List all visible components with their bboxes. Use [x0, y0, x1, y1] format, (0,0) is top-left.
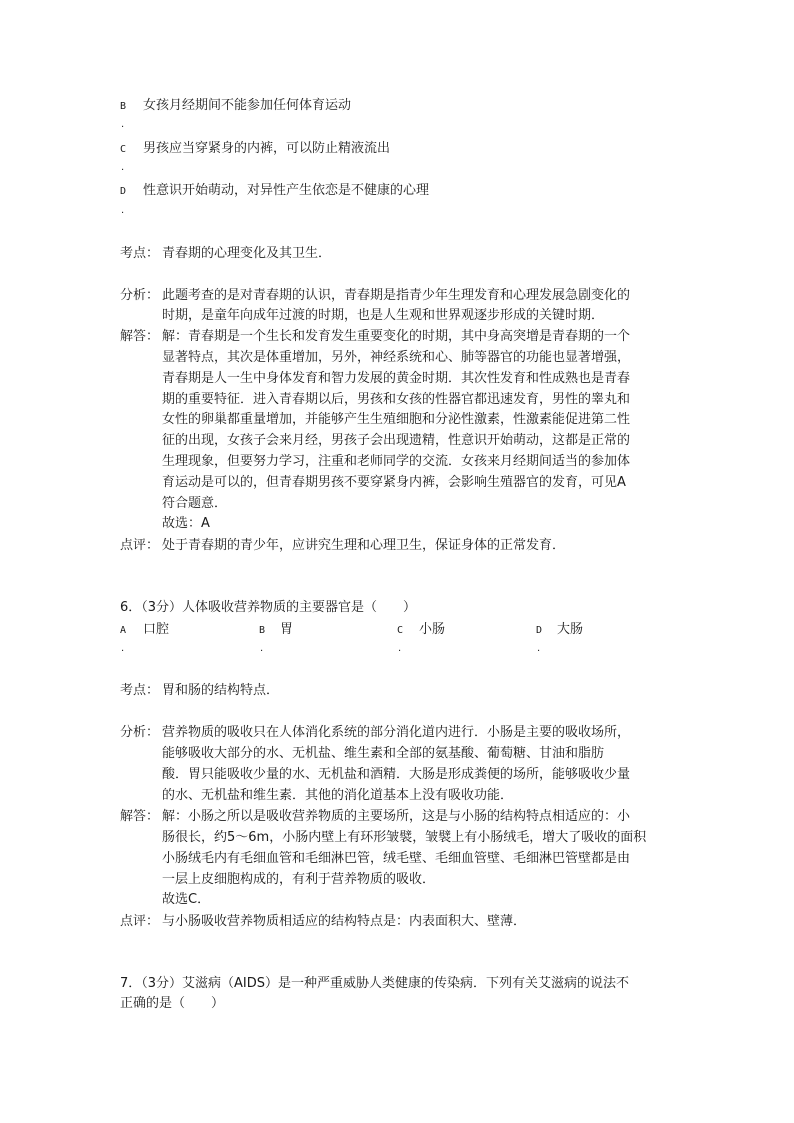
jieda-answer: 故选C． [162, 892, 211, 907]
jieda-line: 肠很长，约5～6m，小肠内壁上有环形皱襞，皱襞上有小肠绒毛，增大了吸收的面积 [162, 830, 647, 845]
jieda-line: 女性的卵巢都重量增加，并能够产生生殖细胞和分泌性激素，性激素能促进第二性 [162, 412, 631, 427]
option-letter: C [397, 625, 404, 636]
kaodian-text: 胃和肠的结构特点． [162, 683, 280, 698]
jieda-label: 解答： [120, 809, 160, 824]
jieda-line: 育运动是可以的，但青春期男孩不要穿紧身内裤，会影响生殖器官的发育，可见A [162, 475, 626, 490]
option-dot: . [121, 119, 125, 130]
option-letter: A [120, 625, 127, 636]
fenxi-label: 分析： [120, 288, 160, 303]
kaodian-label: 考点： [120, 246, 160, 261]
jieda-line: 解：青春期是一个生长和发育发生重要变化的时期，其中身高突增是青春期的一个 [162, 329, 631, 344]
jieda-line: 生理现象，但要努力学习，注重和老师同学的交流．女孩来月经期间适当的参加体 [162, 454, 631, 469]
option-letter: D [120, 186, 127, 197]
option-dot: . [398, 643, 402, 654]
jieda-line: 显著特点，其次是体重增加，另外，神经系统和心、肺等器官的功能也显著增强， [162, 350, 631, 365]
dianping-text: 处于青春期的青少年，应讲究生理和心理卫生，保证身体的正常发育． [162, 538, 566, 553]
option-text: 口腔 [143, 622, 170, 637]
option-text: 性意识开始萌动，对异性产生依恋是不健康的心理 [143, 183, 430, 198]
option-letter: C [120, 144, 127, 155]
q7-stem-line: 7．（3分）艾滋病（AIDS）是一种严重威胁人类健康的传染病．下列有关艾滋病的说法不 [120, 976, 630, 991]
option-dot: . [537, 643, 541, 654]
option-letter: B [259, 625, 266, 636]
kaodian-text: 青春期的心理变化及其卫生． [162, 246, 332, 261]
dianping-label: 点评： [120, 538, 160, 553]
jieda-line: 青春期是人一生中身体发育和智力发展的黄金时期．其次性发育和性成熟也是青春 [162, 371, 631, 386]
jieda-answer: 故选：A [162, 516, 210, 531]
option-dot: . [121, 643, 125, 654]
jieda-line: 期的重要特征．进入青春期以后，男孩和女孩的性器官都迅速发育，男性的睾丸和 [162, 392, 631, 407]
jieda-line: 符合题意． [162, 496, 228, 511]
dianping-label: 点评： [120, 914, 160, 929]
dianping-text: 与小肠吸收营养物质相适应的结构特点是：内表面积大、壁薄． [162, 914, 527, 929]
fenxi-line: 的水、无机盐和维生素．其他的消化道基本上没有吸收功能． [162, 788, 514, 803]
kaodian-label: 考点： [120, 683, 160, 698]
fenxi-label: 分析： [120, 725, 160, 740]
option-letter: D [536, 625, 543, 636]
fenxi-line: 时期，是童年向成年过渡的时期，也是人生观和世界观逐步形成的关键时期． [162, 308, 605, 323]
option-dot: . [260, 643, 264, 654]
fenxi-line: 营养物质的吸收只在人体消化系统的部分消化道内进行．小肠是主要的吸收场所， [162, 725, 631, 740]
jieda-label: 解答： [120, 329, 160, 344]
jieda-line: 征的出现，女孩子会来月经，男孩子会出现遗精，性意识开始萌动，这都是正常的 [162, 433, 631, 448]
q7-stem-line: 正确的是（ ） [120, 996, 225, 1011]
option-text: 男孩应当穿紧身的内裤，可以防止精液流出 [143, 141, 391, 156]
option-dot: . [121, 205, 125, 216]
jieda-line: 小肠绒毛内有毛细血管和毛细淋巴管，绒毛壁、毛细血管壁、毛细淋巴管壁都是由 [162, 851, 631, 866]
jieda-line: 解：小肠之所以是吸收营养物质的主要场所，这是与小肠的结构特点相适应的：小 [162, 809, 631, 824]
option-dot: . [121, 162, 125, 173]
q6-stem: 6．（3分）人体吸收营养物质的主要器官是（ ） [120, 600, 417, 615]
option-text: 大肠 [557, 622, 584, 637]
option-letter: B [120, 101, 127, 112]
jieda-line: 一层上皮细胞构成的，有利于营养物质的吸收． [162, 872, 436, 887]
option-text: 胃 [280, 622, 294, 637]
fenxi-line: 能够吸收大部分的水、无机盐、维生素和全部的氨基酸、葡萄糖、甘油和脂肪 [162, 746, 605, 761]
option-text: 小肠 [419, 622, 446, 637]
fenxi-line: 此题考查的是对青春期的认识，青春期是指青少年生理发育和心理发展急剧变化的 [162, 288, 631, 303]
fenxi-line: 酸．胃只能吸收少量的水、无机盐和酒精．大肠是形成粪便的场所，能够吸收少量 [162, 767, 631, 782]
option-text: 女孩月经期间不能参加任何体育运动 [143, 98, 352, 113]
